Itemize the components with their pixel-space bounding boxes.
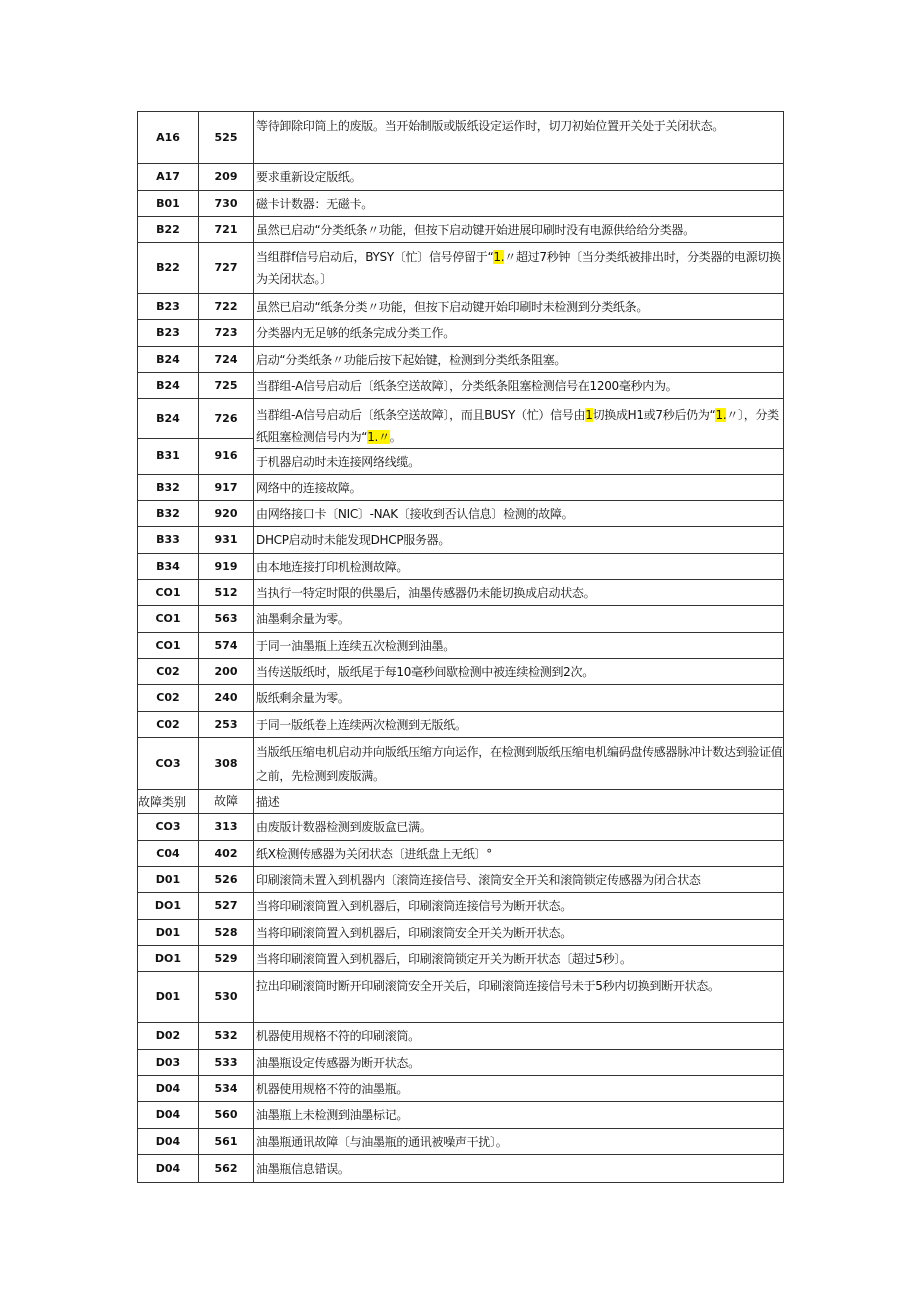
fault-category: B23 (138, 320, 199, 347)
fault-description: 当将印刷滚筒置入到机器后，印刷滚筒连接信号为断开状态。 (254, 893, 784, 920)
fault-description: 由废版计数器检测到废版盒已满。 (254, 814, 784, 841)
fault-description: 油墨瓶设定传感器为断开状态。 (254, 1050, 784, 1076)
fault-description (254, 243, 784, 294)
table-row (138, 449, 784, 475)
table-row (138, 1155, 784, 1183)
fault-category: CO1 (138, 606, 199, 633)
fault-category: B24 (138, 399, 199, 439)
fault-category: D04 (138, 1129, 199, 1155)
highlighted-text: 1. (493, 250, 505, 264)
fault-category: B32 (138, 475, 199, 501)
fault-description: 版纸剩余量为零。 (254, 685, 784, 712)
fault-code: 730 (199, 191, 254, 217)
fault-category: B31 (138, 449, 199, 475)
table-row (138, 320, 784, 347)
fault-code: 313 (199, 814, 254, 841)
fault-code: 561 (199, 1129, 254, 1155)
fault-category: A16 (138, 112, 199, 164)
fault-code: 534 (199, 1076, 254, 1102)
fault-code: 574 (199, 633, 254, 659)
fault-code: 200 (199, 659, 254, 685)
table-row (138, 685, 784, 712)
desc-text: 当组群f信号启动后，BYSY〔忙〕信号停留于“ (256, 250, 494, 264)
desc-text: 切换成H1或7秒后仍为“ (592, 408, 716, 422)
fault-description: 虽然已启动“分类纸条〃功能，但按下启动键开始进展印刷时没有电源供给给分类器。 (254, 217, 784, 243)
fault-description: 机器使用规格不符的印刷滚筒。 (254, 1023, 784, 1050)
fault-description: 由本地连接打印机检测故障。 (254, 554, 784, 580)
table-row (138, 243, 784, 294)
fault-category: B22 (138, 217, 199, 243)
fault-code: 920 (199, 501, 254, 527)
fault-code: 512 (199, 580, 254, 606)
fault-category: C02 (138, 659, 199, 685)
table-row (138, 946, 784, 972)
fault-description: 当传送版纸时，版纸尾于每10毫秒间歇检测中被连续检测到2次。 (254, 659, 784, 685)
fault-description: 当群组-A信号启动后〔纸条空送故障〕，分类纸条阻塞检测信号在1200毫秒内为。 (254, 373, 784, 399)
fault-code: 726 (199, 399, 254, 439)
fault-category: B24 (138, 373, 199, 399)
fault-code: 525 (199, 112, 254, 164)
fault-description: 拉出印刷滚筒时断开印刷滚筒安全开关后，印刷滚筒连接信号未于5秒内切换到断开状态。 (254, 972, 784, 1023)
fault-description: 要求重新设定版纸。 (254, 164, 784, 191)
fault-code: 240 (199, 685, 254, 712)
fault-code: 532 (199, 1023, 254, 1050)
fault-code: 308 (199, 738, 254, 790)
fault-category: CO3 (138, 738, 199, 790)
fault-category: C02 (138, 712, 199, 738)
fault-category: B33 (138, 527, 199, 554)
fault-code: 563 (199, 606, 254, 633)
fault-code: 725 (199, 373, 254, 399)
highlighted-text: 1.〃 (367, 430, 390, 444)
table-row (138, 1102, 784, 1129)
table-row (138, 164, 784, 191)
fault-category: DO1 (138, 893, 199, 920)
fault-category: B34 (138, 554, 199, 580)
table-row (138, 1076, 784, 1102)
fault-code: 528 (199, 920, 254, 946)
fault-code: 919 (199, 554, 254, 580)
table-row (138, 606, 784, 633)
fault-description: 油墨瓶信息错误。 (254, 1155, 784, 1183)
table-row (138, 191, 784, 217)
table-row (138, 527, 784, 554)
column-header-category: 故障类别 (138, 790, 199, 814)
fault-code: 526 (199, 867, 254, 893)
fault-description: 机器使用规格不符的油墨瓶。 (254, 1076, 784, 1102)
fault-category: A17 (138, 164, 199, 191)
fault-description: 磁卡计数器：无磁卡。 (254, 191, 784, 217)
fault-category: D01 (138, 920, 199, 946)
fault-category: B01 (138, 191, 199, 217)
table-row (138, 501, 784, 527)
desc-text: 。 (389, 430, 402, 444)
table-row (138, 554, 784, 580)
fault-category: D04 (138, 1155, 199, 1183)
table-row (138, 893, 784, 920)
table-row (138, 1129, 784, 1155)
fault-code: 560 (199, 1102, 254, 1129)
fault-description: 等待卸除印筒上的废版。当开始制版或版纸设定运作时，切刀初始位置开关处于关闭状态。 (254, 112, 784, 164)
fault-code: 916 (199, 449, 254, 475)
cell-spacer (138, 439, 199, 449)
table-row (138, 1023, 784, 1050)
fault-category: DO1 (138, 946, 199, 972)
fault-category: C02 (138, 685, 199, 712)
fault-category: C04 (138, 841, 199, 867)
fault-category: D01 (138, 867, 199, 893)
column-header-code: 故障 (199, 790, 254, 814)
fault-code: 533 (199, 1050, 254, 1076)
fault-code: 529 (199, 946, 254, 972)
fault-category: CO1 (138, 580, 199, 606)
table-row (138, 920, 784, 946)
table-row (138, 580, 784, 606)
fault-category: CO1 (138, 633, 199, 659)
fault-description: 于同一版纸卷上连续两次检测到无版纸。 (254, 712, 784, 738)
fault-code: 723 (199, 320, 254, 347)
fault-description: 于同一油墨瓶上连续五次检测到油墨。 (254, 633, 784, 659)
fault-description: 当版纸压缩电机启动并向版纸压缩方向运作，在检测到版纸压缩电机编码盘传感器脉冲计数达到验证值之前，先检测到废版满。 (254, 738, 784, 790)
fault-category: B22 (138, 243, 199, 294)
fault-code: 724 (199, 347, 254, 373)
table-row (138, 112, 784, 164)
table-row (138, 972, 784, 1023)
fault-description: 网络中的连接故障。 (254, 475, 784, 501)
fault-category: B24 (138, 347, 199, 373)
fault-code: 562 (199, 1155, 254, 1183)
fault-code: 722 (199, 294, 254, 320)
fault-code: 209 (199, 164, 254, 191)
fault-description: 油墨瓶上未检测到油墨标记。 (254, 1102, 784, 1129)
fault-description: 启动“分类纸条〃功能后按下起始键，检测到分类纸条阻塞。 (254, 347, 784, 373)
fault-category: D04 (138, 1076, 199, 1102)
fault-description: 由网络接口卡〔NIC〕-NAK〔接收到否认信息〕检测的故障。 (254, 501, 784, 527)
fault-code-table (137, 111, 784, 1183)
table-row (138, 399, 784, 439)
fault-description (254, 399, 784, 449)
table-row (138, 659, 784, 685)
table-row (138, 347, 784, 373)
fault-description: 当执行一特定时限的供墨后，油墨传感器仍未能切换成启动状态。 (254, 580, 784, 606)
table-header-row (138, 790, 784, 814)
table-row (138, 841, 784, 867)
table-row (138, 814, 784, 841)
highlighted-text: 1. (715, 408, 727, 422)
fault-description: 于机器启动时未连接网络线缆。 (254, 449, 784, 475)
fault-category: D03 (138, 1050, 199, 1076)
fault-description: 油墨瓶通讯故障〔与油墨瓶的通讯被噪声干扰〕。 (254, 1129, 784, 1155)
fault-description: 油墨剩余量为零。 (254, 606, 784, 633)
table-row (138, 294, 784, 320)
fault-description: 当将印刷滚筒置入到机器后，印刷滚筒锁定开关为断开状态〔超过5秒〕。 (254, 946, 784, 972)
table-row (138, 738, 784, 790)
fault-category: D01 (138, 972, 199, 1023)
highlighted-text: 1 (585, 408, 593, 422)
table-row (138, 373, 784, 399)
fault-code: 530 (199, 972, 254, 1023)
table-row (138, 1050, 784, 1076)
fault-category: B23 (138, 294, 199, 320)
table-row (138, 217, 784, 243)
desc-text: 〃〕，分类纸阻塞检测信号内为“ (256, 408, 779, 444)
table-row (138, 633, 784, 659)
fault-code: 402 (199, 841, 254, 867)
cell-spacer (199, 439, 254, 449)
desc-text: 当群组-A信号启动后〔纸条空送故障〕，而且BUSY（忙）信号由 (256, 408, 586, 422)
table-row (138, 867, 784, 893)
fault-description: 分类器内无足够的纸条完成分类工作。 (254, 320, 784, 347)
fault-code: 721 (199, 217, 254, 243)
column-header-description: 描述 (254, 790, 784, 814)
fault-code: 527 (199, 893, 254, 920)
fault-description: DHCP启动时未能发现DHCP服务器。 (254, 527, 784, 554)
fault-description: 印刷滚筒未置入到机器内〔滚筒连接信号、滚筒安全开关和滚筒锁定传感器为闭合状态 (254, 867, 784, 893)
fault-description: 当将印刷滚筒置入到机器后，印刷滚筒安全开关为断开状态。 (254, 920, 784, 946)
fault-description: 纸X检测传感器为关闭状态〔进纸盘上无纸〕° (254, 841, 784, 867)
fault-code: 727 (199, 243, 254, 294)
fault-description: 虽然已启动“纸条分类〃功能，但按下启动键开始印刷时未检测到分类纸条。 (254, 294, 784, 320)
table-row (138, 712, 784, 738)
table-row (138, 475, 784, 501)
desc-text: 〃超过7秒钟〔当分类纸被排出时，分类器的电源切换为关闭状态。〕 (256, 250, 781, 286)
fault-category: B32 (138, 501, 199, 527)
fault-code: 917 (199, 475, 254, 501)
fault-code: 931 (199, 527, 254, 554)
fault-category: D04 (138, 1102, 199, 1129)
fault-category: CO3 (138, 814, 199, 841)
fault-category: D02 (138, 1023, 199, 1050)
fault-code: 253 (199, 712, 254, 738)
